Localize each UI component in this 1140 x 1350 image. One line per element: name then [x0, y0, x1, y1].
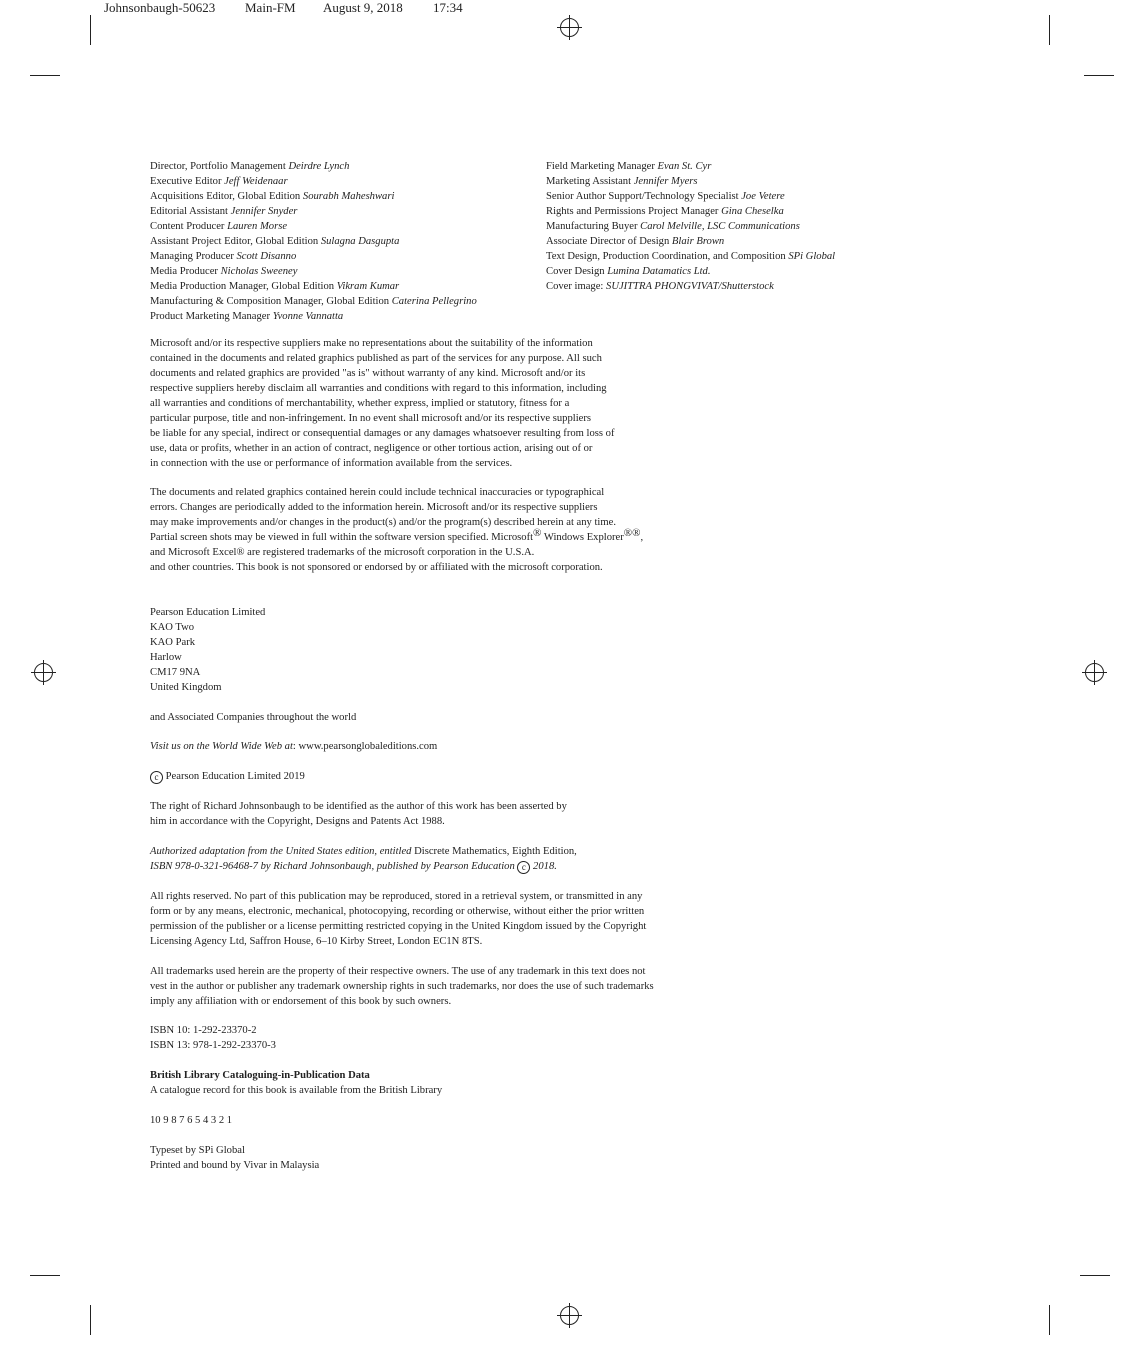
crop-mark-top-right-h [1084, 75, 1114, 76]
print-time: 17:34 [433, 0, 463, 15]
credit-role: Marketing Assistant [546, 176, 634, 187]
crop-mark-top-right [1049, 15, 1050, 45]
crop-mark-bottom-right [1049, 1305, 1050, 1335]
notice-text: , [640, 532, 644, 543]
credit-name: Caterina Pellegrino [391, 296, 477, 307]
cip-heading: British Library Cataloguing-in-Publication Data [150, 1070, 370, 1081]
trademark-line: All trademarks used herein are the property of their respective owners. The use of any trademark in this text does not [150, 966, 646, 977]
credit-line [150, 249, 477, 264]
credit-name: Lumina Datamatics Ltd. [607, 266, 711, 277]
credit-name: Nicholas Sweeney [220, 266, 298, 277]
disclaimer-line: documents and related graphics are provided "as is" without warranty of any kind. Microsoft and/or its [150, 368, 586, 379]
running-head [104, 0, 463, 16]
registered-mark: ® [533, 527, 542, 539]
crop-mark-bottom-left [90, 1305, 91, 1335]
associated-companies: and Associated Companies throughout the world [150, 712, 357, 723]
credit-line [150, 189, 477, 204]
credit-name: Evan St. Cyr [657, 161, 712, 172]
microsoft-disclaimer [150, 336, 615, 471]
credit-role: Rights and Permissions Project Manager [546, 206, 722, 217]
credit-role: Editorial Assistant [150, 206, 231, 217]
adaptation-text: Authorized adaptation from the United States edition, entitled [150, 846, 415, 857]
credit-name: Jeff Weidenaar [224, 176, 288, 187]
credit-role: Executive Editor [150, 176, 225, 187]
adaptation-text: 2018. [530, 861, 557, 872]
credit-role: Media Producer [150, 266, 221, 277]
credit-role: Cover Design [546, 266, 608, 277]
credit-line [150, 279, 477, 294]
adaptation-line [150, 859, 577, 874]
credit-role: Field Marketing Manager [546, 161, 658, 172]
registration-mark-right [1082, 660, 1107, 685]
disclaimer-line: contained in the documents and related graphics published as part of the services for any purpose. All such [150, 353, 602, 364]
trademarks-notice [150, 964, 654, 1009]
credit-role: Text Design, Production Coordination, and Composition [546, 251, 789, 262]
credit-role: Senior Author Support/Technology Specialist [546, 191, 742, 202]
credit-name: Jennifer Snyder [230, 206, 298, 217]
isbn-10: ISBN 10: 1-292-23370-2 [150, 1025, 257, 1036]
cip-block [150, 1068, 442, 1098]
address-line: Pearson Education Limited [150, 607, 266, 618]
documents-notice [150, 485, 643, 575]
credits-left-column [150, 159, 477, 324]
disclaimer-line: Microsoft and/or its respective suppliers make no representations about the suitability of the information [150, 338, 593, 349]
credit-role: Director, Portfolio Management [150, 161, 289, 172]
author-right-line: him in accordance with the Copyright, Designs and Patents Act 1988. [150, 816, 445, 827]
credit-name: Lauren Morse [227, 221, 288, 232]
credit-name: Sulagna Dasgupta [320, 236, 400, 247]
job-id: Johnsonbaugh-50623 [104, 0, 216, 15]
copyright-line [150, 769, 305, 784]
author-right-line: The right of Richard Johnsonbaugh to be identified as the author of this work has been asserted by [150, 801, 567, 812]
disclaimer-line: particular purpose, title and non-infringement. In no event shall microsoft and/or its respective suppliers [150, 413, 591, 424]
website-line [150, 739, 437, 754]
website-url: : www.pearsonglobaleditions.com [292, 741, 438, 752]
credit-line [546, 219, 835, 234]
credit-line [546, 174, 835, 189]
credit-name: Vikram Kumar [336, 281, 400, 292]
credit-name: Deirdre Lynch [288, 161, 350, 172]
address-line: United Kingdom [150, 682, 222, 693]
rights-line: All rights reserved. No part of this publication may be reproduced, stored in a retrieval system, or transmitted in any [150, 891, 643, 902]
adaptation-notice [150, 844, 577, 874]
disclaimer-line: in connection with the use or performance of information available from the services. [150, 458, 513, 469]
notice-line: The documents and related graphics contained herein could include technical inaccuracies or typographical [150, 487, 605, 498]
credit-line [150, 234, 477, 249]
credit-line [150, 294, 477, 309]
credit-name: SUJITTRA PHONGVIVAT/Shutterstock [606, 281, 774, 292]
credit-name: Gina Cheselka [721, 206, 784, 217]
rights-line: Licensing Agency Ltd, Saffron House, 6–10 Kirby Street, London EC1N 8TS. [150, 936, 483, 947]
credit-line [150, 174, 477, 189]
publisher-address [150, 605, 265, 695]
adaptation-text: ISBN 978-0-321-96468-7 by Richard Johnsonbaugh, published by Pearson Education [150, 861, 518, 872]
address-line: KAO Two [150, 622, 195, 633]
file-part: Main-FM [245, 0, 296, 15]
credit-line [150, 219, 477, 234]
credit-name: SPi Global [788, 251, 836, 262]
credit-line [150, 264, 477, 279]
credits-right-column [546, 159, 835, 294]
credit-role: Media Production Manager, Global Edition [150, 281, 337, 292]
registered-mark: ®® [623, 527, 641, 539]
crop-mark-top-left-h [30, 75, 60, 76]
crop-mark-bottom-right-h [1080, 1275, 1110, 1276]
credit-name: Blair Brown [671, 236, 725, 247]
address-line: KAO Park [150, 637, 196, 648]
credit-role: Content Producer [150, 221, 228, 232]
disclaimer-line: use, data or profits, whether in an action of contract, negligence or other tortious action, arising out of or [150, 443, 593, 454]
disclaimer-line: be liable for any special, indirect or consequential damages or any damages whatsoever resulting from loss of [150, 428, 615, 439]
credit-name: Sourabh Maheshwari [302, 191, 395, 202]
credit-name: Jennifer Myers [633, 176, 698, 187]
credit-role: Cover image: [546, 281, 607, 292]
credit-line [546, 159, 835, 174]
credit-line [546, 264, 835, 279]
isbn-block [150, 1023, 276, 1053]
crop-mark-bottom-left-h [30, 1275, 60, 1276]
credit-line [546, 189, 835, 204]
adaptation-title: Discrete Mathematics, Eighth Edition, [414, 846, 577, 857]
notice-text: Partial screen shots may be viewed in full within the software version specified. Microsoft [150, 532, 534, 543]
credit-line [150, 204, 477, 219]
credit-name: Scott Disanno [236, 251, 297, 262]
address-line: Harlow [150, 652, 182, 663]
credit-line [546, 234, 835, 249]
notice-line: errors. Changes are periodically added to the information herein. Microsoft and/or its respective suppliers [150, 502, 598, 513]
notice-line: and other countries. This book is not sponsored or endorsed by or affiliated with the microsoft corporation. [150, 562, 603, 573]
credit-line [546, 249, 835, 264]
credit-name: Joe Vetere [741, 191, 785, 202]
adaptation-line [150, 844, 577, 859]
isbn-13: ISBN 13: 978-1-292-23370-3 [150, 1040, 276, 1051]
credit-role: Manufacturing Buyer [546, 221, 641, 232]
disclaimer-line: all warranties and conditions of merchantability, whether express, implied or statutory, fitness for a [150, 398, 570, 409]
credit-line [150, 309, 477, 324]
notice-line: and Microsoft Excel® are registered trademarks of the microsoft corporation in the U.S.A. [150, 547, 535, 558]
rights-line: permission of the publisher or a license permitting restricted copying in the United Kingdom issued by the Copyright [150, 921, 647, 932]
credit-role: Assistant Project Editor, Global Edition [150, 236, 321, 247]
printing-line: 10 9 8 7 6 5 4 3 2 1 [150, 1115, 233, 1126]
trademark-line: vest in the author or publisher any trademark ownership rights in such trademarks, nor does the use of such trademarks [150, 981, 654, 992]
trademark-line: imply any affiliation with or endorsement of this book by such owners. [150, 996, 452, 1007]
address-line: CM17 9NA [150, 667, 201, 678]
credit-role: Product Marketing Manager [150, 311, 273, 322]
registration-mark-top [557, 15, 582, 40]
website-label: Visit us on the World Wide Web at [150, 741, 293, 752]
credit-line [546, 279, 835, 294]
print-date: August 9, 2018 [323, 0, 403, 15]
copyright-text: Pearson Education Limited 2019 [163, 771, 305, 782]
crop-mark-top-left [90, 15, 91, 45]
rights-line: form or by any means, electronic, mechanical, photocopying, recording or otherwise, without either the prior written [150, 906, 645, 917]
notice-line [150, 527, 644, 545]
credit-line [546, 204, 835, 219]
notice-text: Windows Explorer [543, 532, 624, 543]
typeset-line: Typeset by SPi Global [150, 1145, 245, 1156]
credit-line [150, 159, 477, 174]
credit-role: Associate Director of Design [546, 236, 672, 247]
credit-role: Manufacturing & Composition Manager, Global Edition [150, 296, 392, 307]
credit-name: Yvonne Vannatta [272, 311, 344, 322]
disclaimer-line: respective suppliers hereby disclaim all warranties and conditions with regard to this information, including [150, 383, 607, 394]
cip-text: A catalogue record for this book is available from the British Library [150, 1085, 443, 1096]
rights-reserved [150, 889, 646, 949]
credit-name: Carol Melville, LSC Communications [640, 221, 800, 232]
production-block [150, 1143, 319, 1173]
credit-role: Managing Producer [150, 251, 237, 262]
credit-role: Acquisitions Editor, Global Edition [150, 191, 303, 202]
author-right [150, 799, 567, 829]
registration-mark-bottom [557, 1303, 582, 1328]
notice-line: may make improvements and/or changes in the product(s) and/or the program(s) described herein at any time. [150, 517, 616, 528]
copyright-symbol: c [517, 861, 530, 874]
registration-mark-left [31, 660, 56, 685]
copyright-symbol: c [150, 771, 163, 784]
printed-line: Printed and bound by Vivar in Malaysia [150, 1160, 320, 1171]
